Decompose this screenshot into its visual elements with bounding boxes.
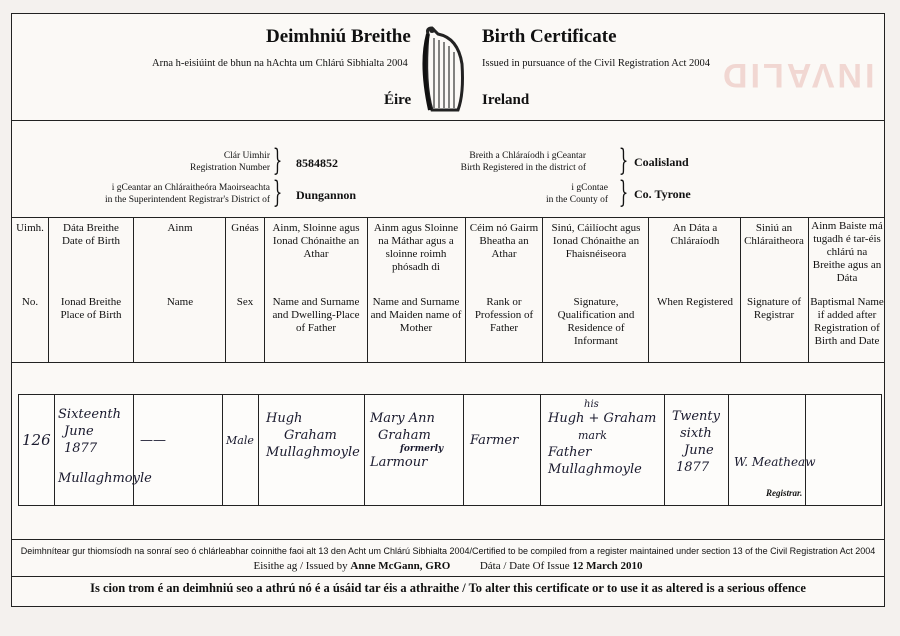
col-header-place-english: Ionad Breithe Place of Birth (60, 296, 122, 321)
col-header-registered-irish: An Dáta a Chláraíodh (670, 222, 720, 247)
registration-number-label: Clár Uimhir Registration Number (190, 151, 270, 173)
col-header-no-english: No. (21, 296, 39, 308)
county-label: i gContae in the County of (545, 183, 608, 205)
county-value: Co. Tyrone (634, 187, 691, 201)
country-irish: Éire (384, 92, 412, 108)
entry-sex: Male (226, 434, 254, 447)
registration-number-value: 8584852 (296, 156, 338, 170)
brace-icon: } (272, 143, 283, 178)
col-header-name-english: Name (166, 296, 194, 308)
col-header-no-irish: Uimh. (16, 222, 44, 234)
superintendent-district-value: Dungannon (296, 188, 357, 202)
invalid-watermark: INVALID (720, 56, 875, 94)
entry-column-divider (258, 395, 259, 505)
entry-registrar-label: Registrar. (766, 488, 803, 498)
col-header-father-irish: Ainm, Sloinne agus Ionad Chónaithe an Athar (272, 222, 360, 260)
col-header-date-irish: Dáta Breithe Date of Birth (61, 222, 121, 247)
column-divider (48, 217, 49, 363)
col-header-baptismal-irish: Ainm Baiste má tugadh é tar-éis chlárú na Breithe agus an Dáta (811, 220, 883, 284)
column-divider (740, 217, 741, 363)
issue-details: Eisithe ag / Issued by Anne McGann, GRO Dáta / Date Of Issue 12 March 2010 (253, 560, 643, 572)
entry-column-divider (54, 395, 55, 505)
birth-district-value: Coalisland (634, 155, 689, 169)
entry-column-divider (463, 395, 464, 505)
column-divider (542, 217, 543, 363)
entry-mother: Mary Ann Graham formerly Larmour (370, 411, 444, 470)
col-header-sex-irish: Gnéas (231, 222, 259, 234)
issued-english: Issued in pursuance of the Civil Registration Act 2004 (482, 58, 711, 69)
issued-irish: Arna h-eisiúint de bhun na hAchta um Chlárú Sibhialta 2004 (152, 58, 408, 69)
entry-column-divider (805, 395, 806, 505)
birth-district-label: Breith a Chláraíodh i gCeantar Birth Registered in the district of (460, 151, 586, 173)
entry-father: Hugh Graham Mullaghmoyle (266, 411, 360, 460)
col-header-baptismal-english: Baptismal Name if added after Registration of Birth and Date (810, 296, 884, 347)
entry-column-divider (664, 395, 665, 505)
column-divider (367, 217, 368, 363)
brace-icon: } (618, 175, 629, 210)
column-divider (465, 217, 466, 363)
entry-column-divider (133, 395, 134, 505)
title-irish: Deimhniú Breithe (266, 26, 411, 47)
entry-name: —— (140, 433, 166, 448)
entry-place-of-birth: Mullaghmoyle (58, 471, 152, 486)
col-header-mother-irish: Ainm agus Sloinne na Máthar agus a sloinne roimh phósadh di (373, 222, 459, 273)
column-divider (133, 217, 134, 363)
entry-registrar-signature: W. Meatheaw (734, 455, 816, 469)
brace-icon: } (618, 143, 629, 178)
header-divider (11, 120, 885, 121)
warning-divider (11, 576, 885, 577)
col-header-registered-english: When Registered (656, 296, 734, 308)
harp-emblem-icon (418, 24, 468, 116)
table-header-bottom-border (11, 362, 885, 363)
col-header-informant-irish: Sinú, Cáilíocht agus Ionad Chónaithe an Fhaisnéiseora (551, 222, 641, 260)
col-header-father-english: Name and Surname and Dwelling-Place of Father (272, 296, 360, 334)
entry-number: 126 (22, 431, 51, 449)
alteration-warning: Is cion trom é an deimhniú seo a athrú nó é a úsáid tar éis a athraithe / To alter this certificate or to use it as altered is a serious offence (90, 581, 806, 595)
entry-column-divider (222, 395, 223, 505)
title-english: Birth Certificate (482, 26, 617, 47)
footer-divider (11, 539, 885, 540)
col-header-informant-english: Signature, Qualification and Residence of Informant (557, 296, 635, 347)
entry-informant: his Hugh + Graham mark Father Mullaghmoyle (548, 399, 657, 477)
entry-column-divider (540, 395, 541, 505)
column-divider (648, 217, 649, 363)
col-header-profession-irish: Céim nó Gairm Bheatha an Athar (469, 222, 539, 260)
col-header-name-irish: Ainm (167, 222, 193, 234)
entry-when-registered: Twenty sixth June 1877 (672, 409, 720, 475)
col-header-registrar-irish: Siniú an Chláraitheora (744, 222, 804, 247)
col-header-sex-english: Sex (236, 296, 254, 308)
country-english: Ireland (482, 92, 530, 108)
col-header-registrar-english: Signature of Registrar (746, 296, 802, 321)
brace-icon: } (272, 175, 283, 210)
col-header-mother-english: Name and Surname and Maiden name of Mother (370, 296, 462, 334)
table-top-border (11, 217, 885, 218)
entry-column-divider (728, 395, 729, 505)
entry-profession: Farmer (470, 433, 519, 448)
column-divider (808, 217, 809, 363)
column-divider (225, 217, 226, 363)
register-entry-row (18, 394, 882, 506)
entry-date-of-birth: Sixteenth June 1877 (58, 407, 121, 456)
column-divider (264, 217, 265, 363)
entry-column-divider (364, 395, 365, 505)
col-header-profession-english: Rank or Profession of Father (474, 296, 534, 334)
certified-statement: Deimhnítear gur thiomsíodh na sonraí seo ó chlárleabhar coinnithe faoi alt 13 den Acht um Chlárú Sibhialta 2004/Certified to be compiled from a register maintained under section 13 of the Civil Registration Act 2004 (20, 546, 876, 556)
superintendent-district-label: i gCeantar an Chláraitheóra Maoirseachta in the Superintendent Registrar's District of (104, 183, 270, 205)
